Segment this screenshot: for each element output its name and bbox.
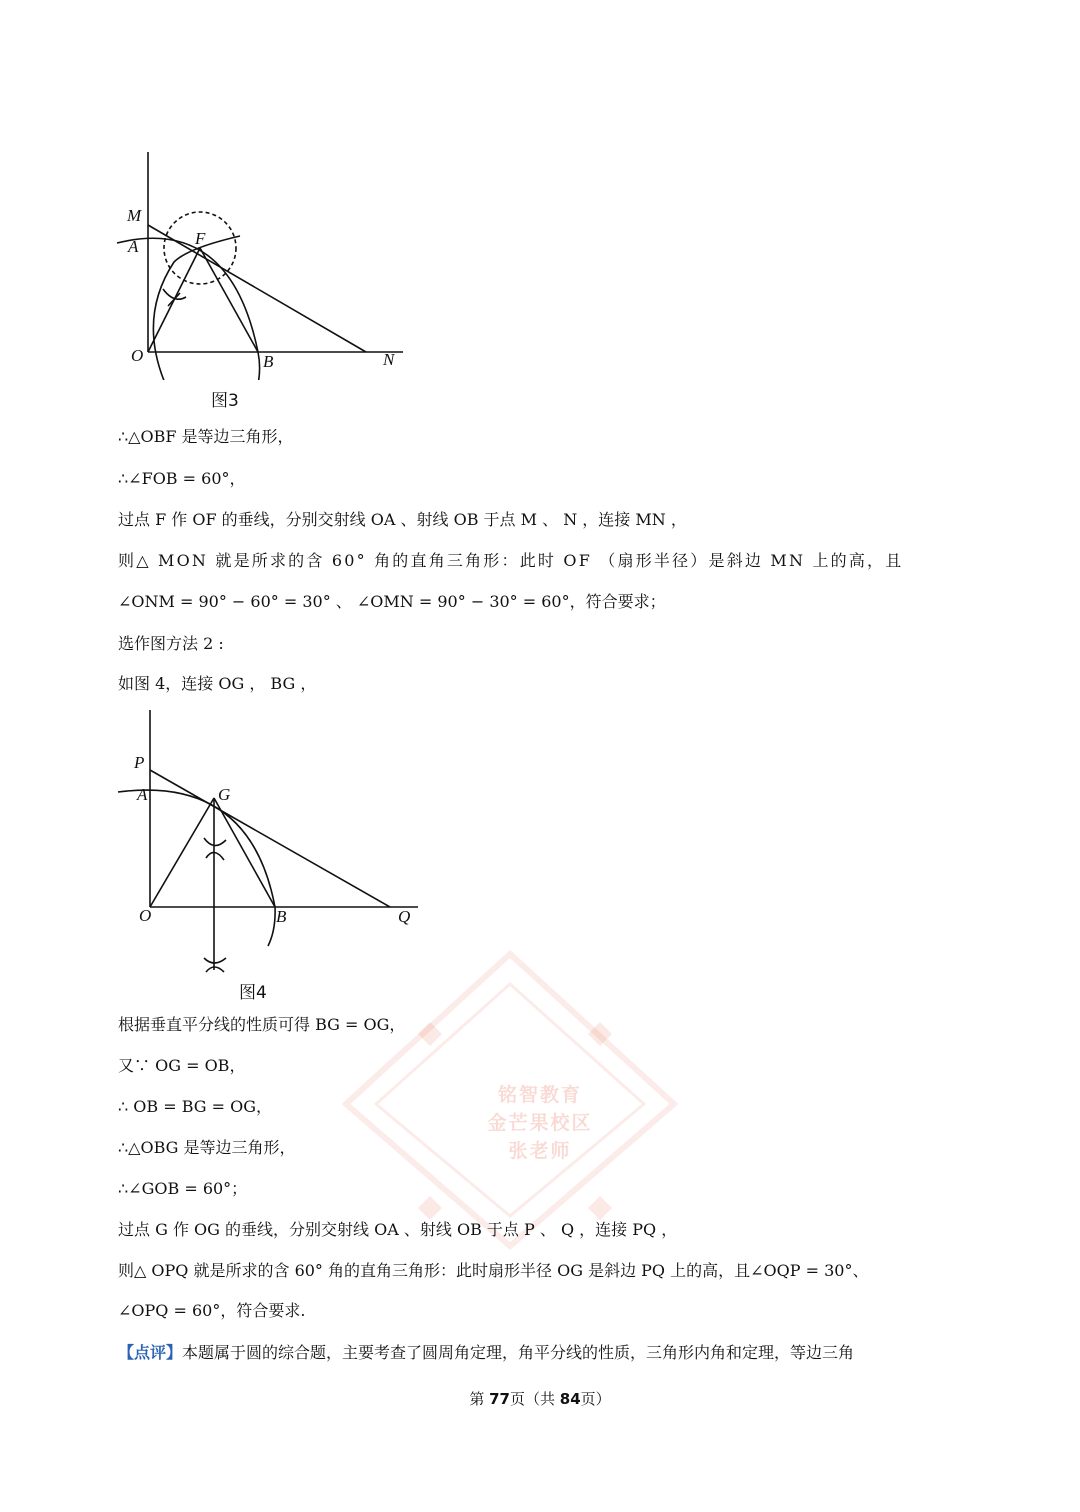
text-line: 过点 F 作 OF 的垂线，分别交射线 OA 、射线 OB 于点 M 、 N ，连接 MN ， [118,510,687,529]
figure-4 [100,700,430,980]
text-line: ∴∠GOB = 60°； [118,1179,248,1198]
label-b: B [263,352,274,371]
comment-line [118,1342,854,1364]
text-line: ∴ OB = BG = OG， [118,1097,273,1116]
label-b: B [276,907,287,926]
comment-text: 本题属于圆的综合题，主要考查了圆周角定理，角平分线的性质，三角形内角和定理，等边三角 [182,1343,855,1362]
page-footer [0,1388,1080,1409]
figure-3 [100,140,420,380]
text-line: 过点 G 作 OG 的垂线，分别交射线 OA 、射线 OB 于点 P 、 Q ，连接 PQ ， [118,1220,678,1239]
watermark-line-3: 张老师 [508,1140,572,1162]
text-line: ∴△OBG 是等边三角形， [118,1138,296,1157]
text-line: 如图 4，连接 OG ， BG ， [118,674,317,693]
text-line: 根据垂直平分线的性质可得 BG = OG， [118,1015,406,1034]
label-m: M [127,206,142,225]
page-number: 77 [489,1390,510,1408]
segment-bg [214,798,275,907]
watermark-line-2: 金芒果校区 [487,1112,593,1134]
label-n: N [383,350,395,369]
label-g: G [218,785,231,804]
watermark-line-1: 铭智教育 [497,1084,582,1106]
figure-3-caption: 图3 [211,391,239,411]
label-f: F [195,229,206,248]
text-line: 则△ OPQ 就是所求的含 60° 角的直角三角形：此时扇形半径 OG 是斜边 PQ 上的高，且∠OQP = 30°、 [118,1261,869,1280]
text-line: ∴∠FOB = 60°， [118,469,246,488]
figure-4-caption: 图4 [239,983,267,1003]
construction-mark [204,838,226,846]
label-q: Q [398,907,411,926]
label-a: A [128,237,139,256]
label-o: O [131,346,144,365]
label-p: P [134,753,145,772]
footer-prefix: 第 [469,1390,490,1408]
text-line: ∠OPQ = 60°，符合要求. [118,1301,306,1320]
footer-suffix: 页） [580,1390,611,1408]
comment-tag: 【点评】 [118,1343,183,1362]
total-pages: 84 [559,1390,581,1408]
text-line: ∴△OBF 是等边三角形， [118,427,294,446]
segment-og [150,798,214,907]
label-o: O [139,906,152,925]
segment-bf [200,248,258,352]
text-line: 选作图方法 2 : [118,634,224,653]
text-line: 又∵ OG = OB， [118,1056,246,1075]
segment-mn [148,225,366,352]
footer-middle: 页（共 [509,1390,560,1408]
arc-ob-center [153,236,240,380]
text-line: 则△ MON 就是所求的含 60° 角的直角三角形：此时 OF （扇形半径）是斜边 MN 上的高，且 [118,551,904,570]
label-a: A [137,785,148,804]
text-line: ∠ONM = 90° − 60° = 30° 、 ∠OMN = 90° − 30° = 60°，符合要求； [118,592,666,611]
